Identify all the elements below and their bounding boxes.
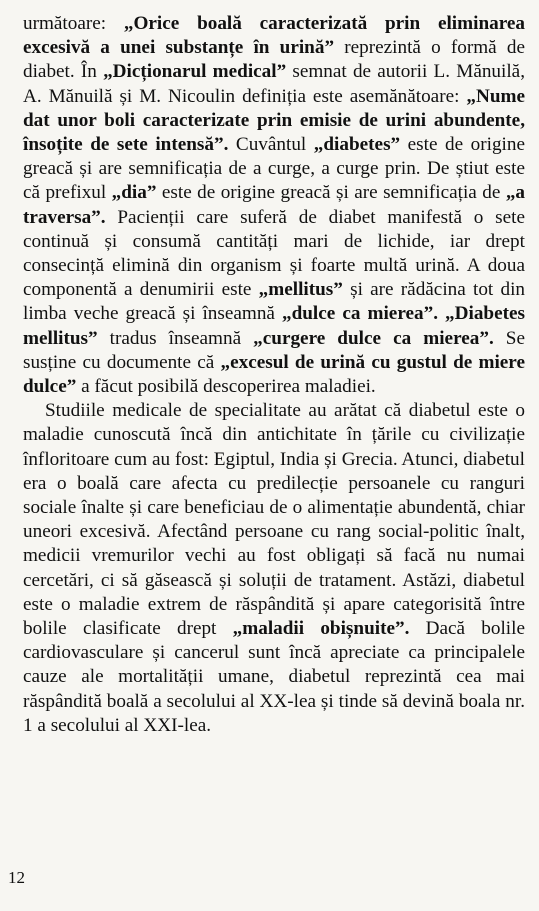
bold-quote: „Dicționarul medical” (103, 61, 287, 83)
text-span: este de origine greacă și are semnificația de (156, 182, 506, 204)
text-span: reprezintă o formă de diabet. În (23, 37, 525, 83)
text-span: tradus înseamnă (97, 327, 254, 349)
bold-quote: „Nume dat unor boli caracterizate prin emisie de urini abundente, însoțite de sete intensă”. (23, 85, 525, 156)
text-span: a făcut posibilă descoperirea maladiei. (76, 376, 376, 398)
bold-quote: „Orice boală caracterizată prin eliminarea excesivă a unei substanțe în urină” (23, 13, 525, 59)
text-span: semnat de autorii L. Mănuilă, A. Mănuilă și M. Nicoulin definiția este asemănătoare: (23, 61, 525, 107)
text-span: Cuvântul (228, 134, 314, 156)
bold-quote: „excesul de urină cu gustul de miere dulce” (23, 351, 525, 398)
text-span: Studiile medicale de specialitate au arătat că diabetul este o maladie cunoscută încă din antichitate în țările cu civilizație înfloritoare cum au fost: Egiptul, India și Grecia. Atunci, diabetul era o boală care afecta cu predilecție persoanele cu ranguri sociale înalte și care beneficiau de o alimentație abundentă, chiar uneori excesivă. Afectând persoane cu rang social-politic înalt, medicii vremurilor vechi au fost obligați să facă nu numai cercetări, ci să găsească și soluții de tratament. Astăzi, diabetul este o maladie extrem de răspândită și apare categorisită între bolile clasificate drept (23, 400, 525, 640)
bold-quote: „maladii obișnuite”. (232, 618, 410, 640)
bold-quote: „dia” (111, 182, 157, 204)
text-span: Pacienții care suferă de diabet manifestă o sete continuă și consumă cantități mari de lichide, iar drept consecință elimină din organism și foarte multă urină. A doua componentă a denumirii este (23, 206, 525, 301)
bold-quote: „diabetes” (313, 134, 401, 156)
text-span: Se susține cu documente că (23, 327, 525, 373)
bold-quote: „a traversa”. (23, 182, 525, 228)
bold-quote: „mellitus” (258, 279, 343, 301)
body-text (23, 12, 525, 738)
text-span: și are rădăcina tot din limba veche greacă și înseamnă (23, 279, 525, 325)
text-span: Dacă bolile cardiovasculare și cancerul sunt încă apreciate ca principalele cauze ale mortalității umane, diabetul reprezintă cea mai răspândită boală a secolului al XX-lea și tinde să devină boala nr. 1 a secolului al XXI-lea. (23, 618, 525, 736)
bold-quote: „dulce ca mierea”. „Diabetes mellitus” (23, 303, 525, 349)
text-span: următoare: (23, 13, 124, 34)
paragraph-history (23, 399, 525, 738)
page-number: 12 (8, 868, 25, 887)
text-span: este de origine greacă și are semnificația de a curge, a curge prin. De știut este că prefixul (23, 134, 525, 204)
bold-quote: „curgere dulce ca mierea”. (253, 327, 494, 349)
paragraph-definitions (23, 12, 525, 399)
